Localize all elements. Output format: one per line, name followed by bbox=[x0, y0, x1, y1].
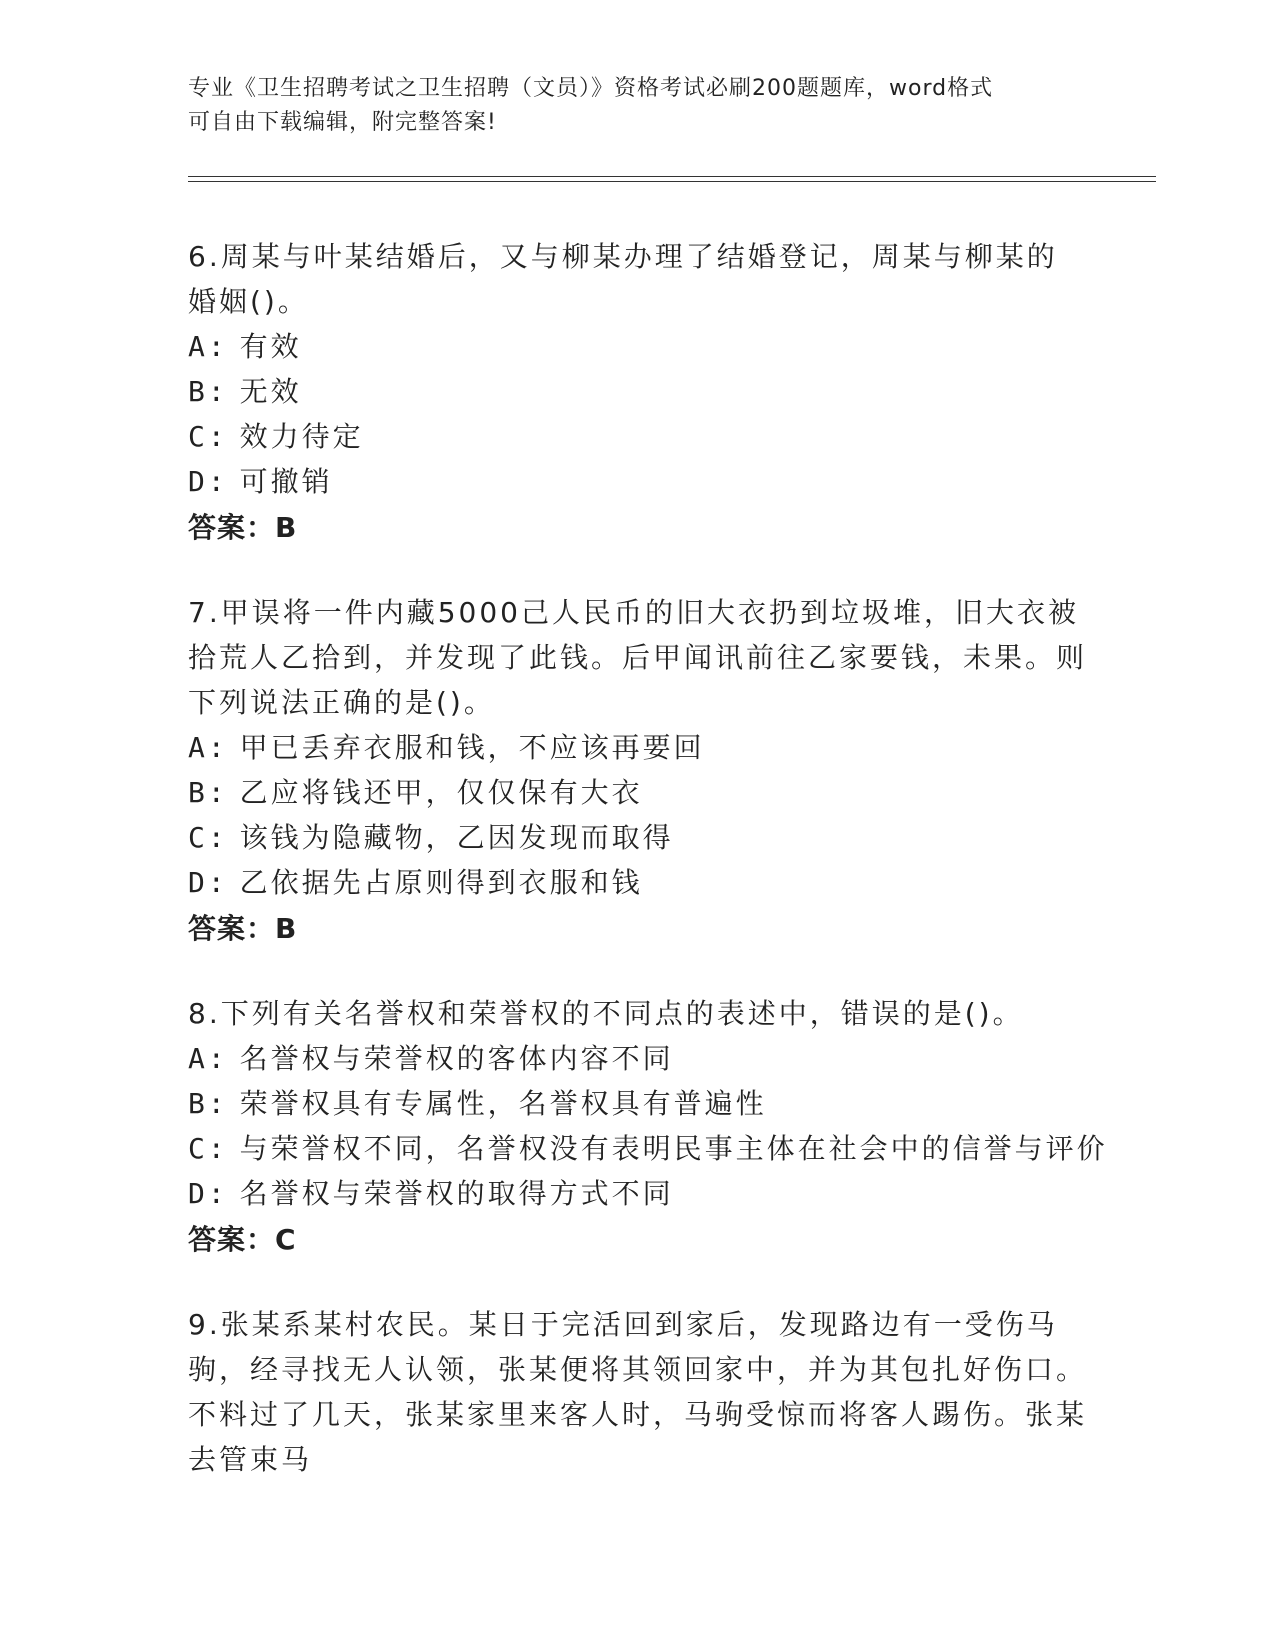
option-text: 荣誉权具有专属性，名誉权具有普遍性 bbox=[239, 1087, 767, 1120]
option-text: 效力待定 bbox=[239, 420, 364, 453]
option-label: D: bbox=[188, 866, 228, 899]
option-text: 名誉权与荣誉权的客体内容不同 bbox=[239, 1042, 674, 1075]
option-text: 可撤销 bbox=[239, 465, 333, 498]
option-label: C: bbox=[188, 420, 228, 453]
option-label: B: bbox=[188, 776, 228, 809]
option-label: B: bbox=[188, 1087, 228, 1120]
option-a bbox=[188, 324, 1088, 369]
option-label: B: bbox=[188, 375, 228, 408]
option-label: C: bbox=[188, 821, 228, 854]
answer: 答案：C bbox=[188, 1223, 297, 1256]
option-text: 名誉权与荣誉权的取得方式不同 bbox=[239, 1177, 674, 1210]
header-divider-top bbox=[188, 176, 1156, 177]
document-header bbox=[188, 72, 1068, 140]
question-text: 6.周某与叶某结婚后，又与柳某办理了结婚登记，周某与柳某的婚姻()。 bbox=[188, 240, 1058, 318]
answer: 答案：B bbox=[188, 511, 298, 544]
option-c bbox=[188, 1126, 1108, 1171]
option-c bbox=[188, 414, 1088, 459]
option-text: 与荣誉权不同，名誉权没有表明民事主体在社会中的信誉与评价 bbox=[239, 1132, 1108, 1165]
option-text: 无效 bbox=[239, 375, 302, 408]
option-text: 乙依据先占原则得到衣服和钱 bbox=[239, 866, 643, 899]
option-b bbox=[188, 369, 1088, 414]
option-text: 甲已丢弃衣服和钱，不应该再要回 bbox=[239, 731, 705, 764]
option-text: 乙应将钱还甲，仅仅保有大衣 bbox=[239, 776, 643, 809]
question-list bbox=[188, 234, 1108, 1520]
option-a bbox=[188, 725, 1088, 770]
option-label: A: bbox=[188, 330, 228, 363]
question-6 bbox=[188, 234, 1088, 552]
question-text: 8.下列有关名誉权和荣誉权的不同点的表述中，错误的是()。 bbox=[188, 997, 1024, 1030]
option-text: 该钱为隐藏物，乙因发现而取得 bbox=[239, 821, 674, 854]
option-label: D: bbox=[188, 465, 228, 498]
answer: 答案：B bbox=[188, 912, 298, 945]
option-text: 有效 bbox=[239, 330, 302, 363]
option-c bbox=[188, 815, 1088, 860]
option-label: A: bbox=[188, 731, 228, 764]
question-text: 7.甲误将一件内藏5000己人民币的旧大衣扔到垃圾堆，旧大衣被拾荒人乙拾到，并发现了此钱。后甲闻讯前往乙家要钱，未果。则下列说法正确的是()。 bbox=[188, 596, 1088, 719]
header-divider-bottom bbox=[188, 181, 1156, 182]
question-7 bbox=[188, 590, 1088, 953]
option-a bbox=[188, 1036, 1088, 1081]
header-line-2: 可自由下载编辑，附完整答案! bbox=[188, 110, 497, 135]
option-label: A: bbox=[188, 1042, 228, 1075]
question-text: 9.张某系某村农民。某日于完活回到家后，发现路边有一受伤马驹，经寻找无人认领，张某便将其领回家中，并为其包扎好伤口。不料过了几天，张某家里来客人时，马驹受惊而将客人踢伤。张某去管束马 bbox=[188, 1308, 1088, 1476]
option-d bbox=[188, 1171, 1088, 1216]
option-b bbox=[188, 770, 1088, 815]
question-9 bbox=[188, 1302, 1088, 1482]
option-d bbox=[188, 860, 1088, 905]
option-b bbox=[188, 1081, 1088, 1126]
option-d bbox=[188, 459, 1088, 504]
option-label: D: bbox=[188, 1177, 228, 1210]
option-label: C: bbox=[188, 1132, 228, 1165]
question-8 bbox=[188, 991, 1108, 1264]
header-line-1: 专业《卫生招聘考试之卫生招聘（文员）》资格考试必刷200题题库，word格式 bbox=[188, 76, 994, 101]
